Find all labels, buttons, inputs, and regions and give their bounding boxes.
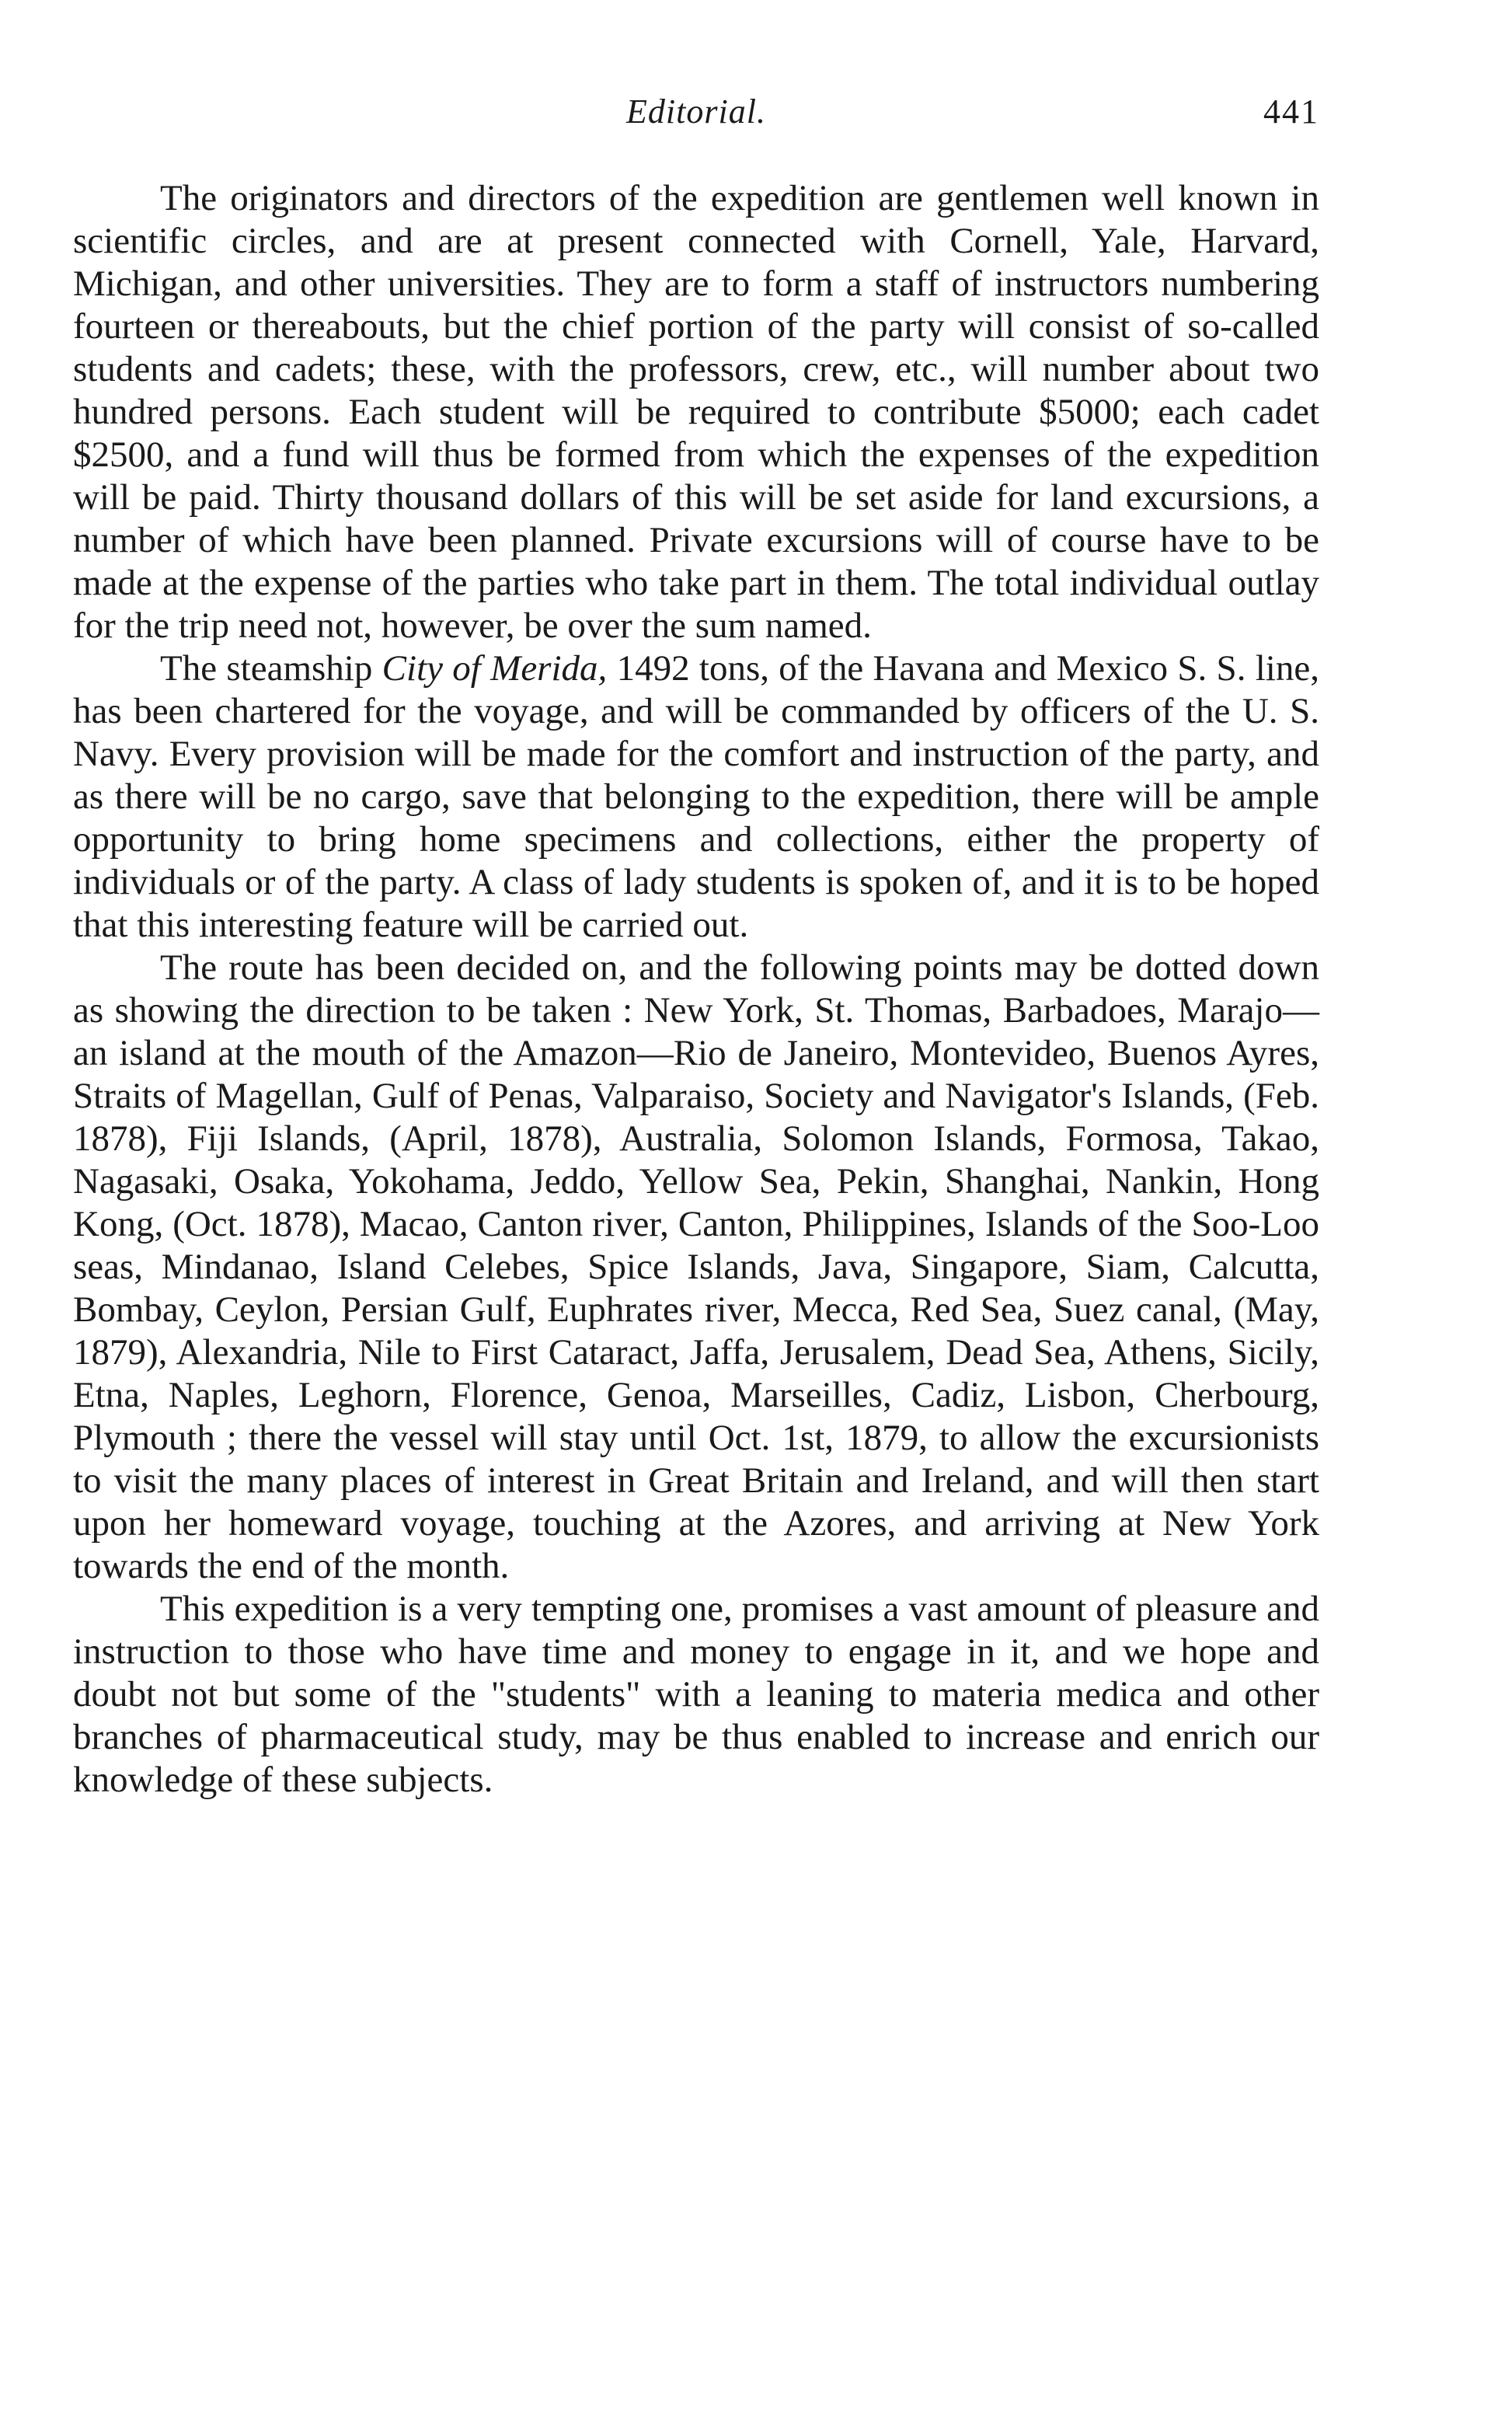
running-head bbox=[73, 92, 1319, 138]
paragraph-steamship bbox=[73, 647, 1319, 947]
running-title: Editorial. bbox=[626, 92, 766, 131]
paragraph-conclusion: This expedition is a very tempting one, promises a vast amount of pleasure and instruction to those who have time and money to engage in it, and we hope and doubt not but some of the "students" with a leaning to materia medica and other branches of pharmaceutical study, may be thus enabled to increase and enrich our knowledge of these subjects. bbox=[73, 1589, 1319, 1800]
ship-name: City of Merida, bbox=[381, 648, 608, 689]
paragraph-expedition-directors: The originators and directors of the expedition are gentlemen well known in scientific circles, and are at present connected with Cornell, Yale, Harvard, Michigan, and other universities. They are to form a staff of instructors numbering fourteen or thereabouts, but the chief portion of the party will consist of so-called students and cadets; these, with the professors, crew, etc., will number about two hundred persons. Each student will be required to contribute $5000; each cadet $2500, and a fund will thus be formed from which the expenses of the expedition will be paid. Thirty thousand dollars of this will be set aside for land excursions, a number of which have been planned. Private excursions will of course have to be made at the expense of the parties who take part in them. The total individual outlay for the trip need not, however, be over the sum named. bbox=[73, 178, 1319, 646]
article-body bbox=[73, 177, 1319, 1802]
paragraph-route: The route has been decided on, and the following points may be dotted down as showing the direction to be taken : New York, St. Thomas, Barbadoes, Marajo—an island at the mouth of the Amazon—Rio de Janeiro, Montevideo, Buenos Ayres, Straits of Magellan, Gulf of Penas, Valparaiso, Society and Navigator's Islands, (Feb. 1878), Fiji Islands, (April, 1878), Australia, Solomon Islands, Formosa, Takao, Nagasaki, Osaka, Yokohama, Jeddo, Yellow Sea, Pekin, Shanghai, Nankin, Hong Kong, (Oct. 1878), Macao, Canton river, Canton, Philippines, Islands of the Soo-Loo seas, Mindanao, Island Celebes, Spice Islands, Java, Singapore, Siam, Calcutta, Bombay, Ceylon, Persian Gulf, Euphrates river, Mecca, Red Sea, Suez canal, (May, 1879), Alexandria, Nile to First Cataract, Jaffa, Jerusalem, Dead Sea, Athens, Sicily, Etna, Naples, Leghorn, Florence, Genoa, Marseilles, Cadiz, Lisbon, Cherbourg, Plymouth ; there the vessel will stay until Oct. 1st, 1879, to allow the excursionists to visit the many places of interest in Great Britain and Ireland, and will then start upon her homeward voyage, touching at the Azores, and arriving at New York towards the end of the month. bbox=[73, 947, 1319, 1586]
steamship-intro-text: The steamship bbox=[160, 648, 382, 689]
page-number: 441 bbox=[1263, 92, 1319, 131]
steamship-description-text: 1492 tons, of the Havana and Mexico S. S. line, has been chartered for the voyage, and will be commanded by officers of the U. S. Navy. Every provision will be made for the comfort and instruction of the party, and as there will be no cargo, save that belonging to the expedition, there will be ample opportunity to bring home specimens and collections, either the property of individuals or of the party. A class of lady students is spoken of, and it is to be hoped that this interesting feature will be carried out. bbox=[73, 648, 1319, 945]
